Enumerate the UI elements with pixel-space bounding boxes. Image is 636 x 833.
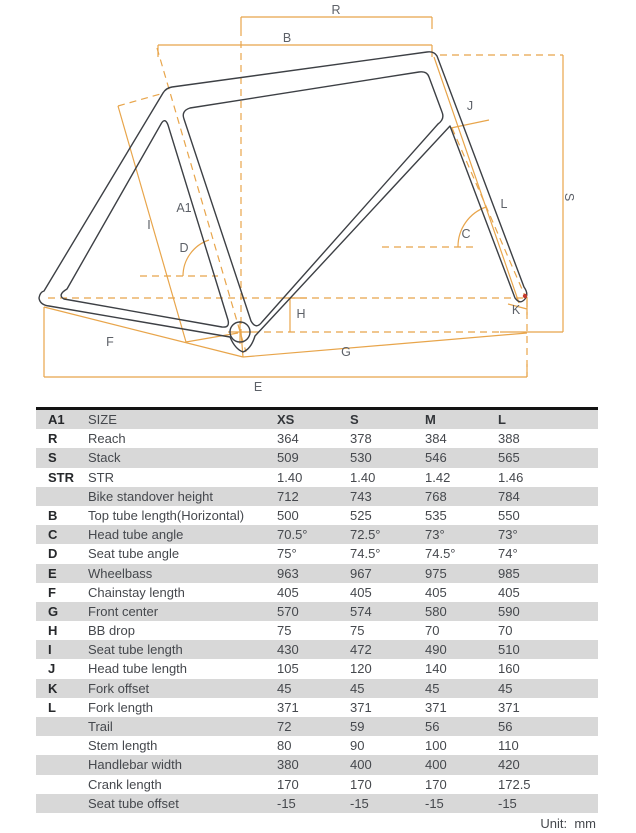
dim-label-seat-tube: I — [147, 218, 151, 232]
geometry-table — [36, 407, 598, 831]
row-value: 1.42 — [425, 469, 451, 485]
row-value: 170 — [277, 776, 299, 792]
row-value: 1.40 — [350, 469, 376, 485]
row-label: Seat tube offset — [88, 795, 179, 811]
row-value: 74.5° — [425, 546, 456, 562]
row-value: 45 — [277, 680, 292, 696]
row-label: Head tube length — [88, 661, 188, 677]
row-value: 574 — [350, 603, 372, 619]
row-value: 784 — [498, 488, 520, 504]
row-value: 1.40 — [277, 469, 303, 485]
dim-label-seat-angle: D — [179, 241, 189, 255]
dim-label-reach: R — [331, 3, 341, 17]
row-label: Fork offset — [88, 680, 150, 696]
row-value: 509 — [277, 450, 299, 466]
table-row — [36, 602, 598, 621]
row-value: 72.5° — [350, 527, 381, 543]
row-key: I — [48, 642, 52, 658]
header-cell-a1: A1 — [48, 412, 65, 427]
header-cell-xs: XS — [277, 412, 295, 427]
row-value: 364 — [277, 431, 299, 447]
table-header-row — [36, 410, 598, 429]
row-label: Stack — [88, 450, 121, 466]
row-key: L — [48, 699, 56, 715]
table-row — [36, 525, 598, 544]
row-key: STR — [48, 469, 74, 485]
row-value: 384 — [425, 431, 447, 447]
table-row — [36, 755, 598, 774]
dim-label-size-a1: A1 — [176, 201, 192, 215]
row-value: 75° — [277, 546, 297, 562]
row-value: 967 — [350, 565, 372, 581]
row-key: H — [48, 623, 58, 639]
row-label: Head tube angle — [88, 527, 184, 543]
row-value: 72 — [277, 719, 292, 734]
unit-note: Unit: mm — [540, 815, 596, 831]
row-value: 405 — [498, 584, 520, 600]
row-value: 75 — [350, 623, 365, 639]
row-value: -15 — [425, 795, 444, 811]
bike-geometry-diagram — [0, 0, 636, 405]
row-value: 546 — [425, 450, 447, 466]
dim-label-bb-drop: H — [296, 307, 306, 321]
row-key: B — [48, 507, 58, 523]
table-row — [36, 794, 598, 813]
row-key: E — [48, 565, 57, 581]
row-value: 420 — [498, 757, 520, 773]
row-value: 975 — [425, 565, 447, 581]
header-cell-s: S — [350, 412, 359, 427]
table-row — [36, 487, 598, 506]
table-row — [36, 564, 598, 583]
row-label: BB drop — [88, 623, 135, 639]
row-value: 110 — [498, 738, 519, 754]
row-value: 768 — [425, 488, 447, 504]
row-value: 140 — [425, 661, 447, 677]
row-value: 590 — [498, 603, 520, 619]
row-value: 70 — [498, 623, 513, 639]
row-key: R — [48, 431, 58, 447]
table-row — [36, 775, 598, 794]
row-label: Front center — [88, 603, 159, 619]
row-value: 500 — [277, 507, 299, 523]
dim-label-fork-offset: K — [511, 303, 521, 317]
row-value: 525 — [350, 507, 372, 523]
row-value: 985 — [498, 565, 520, 581]
dim-label-fork-length: L — [500, 197, 508, 211]
row-value: 100 — [425, 738, 447, 754]
front-triangle-inner — [183, 72, 443, 326]
row-value: 73° — [425, 527, 445, 543]
table-row — [36, 698, 598, 717]
header-cell-size: SIZE — [88, 412, 117, 427]
row-value: 490 — [425, 642, 447, 658]
row-value: 160 — [498, 661, 520, 677]
row-value: 388 — [498, 431, 520, 447]
row-value: 565 — [498, 450, 520, 466]
row-value: 70 — [425, 623, 440, 639]
row-label: Handlebar width — [88, 757, 182, 773]
row-key: F — [48, 584, 56, 600]
row-value: 80 — [277, 738, 292, 754]
row-label: Chainstay length — [88, 584, 185, 600]
row-value: 405 — [425, 584, 447, 600]
row-value: 45 — [498, 680, 513, 696]
row-label: Seat tube angle — [88, 546, 180, 562]
row-value: -15 — [277, 795, 296, 811]
row-value: 371 — [277, 699, 299, 715]
row-value: 371 — [425, 699, 447, 715]
table-row — [36, 717, 598, 736]
row-value: 45 — [350, 680, 365, 696]
rear-triangle-inner — [61, 121, 228, 327]
angle-arcs — [183, 207, 486, 276]
header-cell-m: M — [425, 412, 436, 427]
front-axle-dot — [523, 294, 527, 298]
row-label: Wheelbass — [88, 565, 153, 581]
row-value: 45 — [425, 680, 440, 696]
header-cell-l: L — [498, 412, 506, 427]
row-value: 380 — [277, 757, 299, 773]
row-value: 74° — [498, 546, 518, 562]
row-value: 70.5° — [277, 527, 308, 543]
dim-label-wheelbase: E — [253, 380, 263, 394]
row-value: 90 — [350, 738, 365, 754]
row-key: G — [48, 603, 59, 619]
row-label: Trail — [88, 719, 113, 734]
table-row — [36, 679, 598, 698]
row-value: 170 — [350, 776, 372, 792]
table-row — [36, 640, 598, 659]
dimension-lines-dashed — [48, 29, 563, 377]
table-row — [36, 506, 598, 525]
table-row — [36, 621, 598, 640]
row-value: 550 — [498, 507, 520, 523]
row-label: Seat tube length — [88, 642, 183, 658]
table-row — [36, 583, 598, 602]
row-label: Top tube length(Horizontal) — [88, 507, 245, 523]
row-value: 73° — [498, 527, 518, 543]
dim-label-front-center: G — [341, 345, 351, 359]
row-value: 120 — [350, 661, 372, 677]
row-value: 56 — [498, 719, 513, 734]
row-label: STR — [88, 469, 114, 485]
row-label: Reach — [88, 431, 126, 447]
row-value: 530 — [350, 450, 372, 466]
row-value: 472 — [350, 642, 372, 658]
table-row — [36, 448, 598, 467]
row-label: Stem length — [88, 738, 158, 754]
row-value: 378 — [350, 431, 372, 447]
row-value: 430 — [277, 642, 299, 658]
table-row — [36, 659, 598, 678]
row-value: 510 — [498, 642, 520, 658]
row-value: 405 — [277, 584, 299, 600]
row-value: 371 — [498, 699, 520, 715]
row-value: 371 — [350, 699, 372, 715]
row-key: C — [48, 527, 58, 543]
row-value: -15 — [350, 795, 369, 811]
dim-label-head-angle: C — [461, 227, 471, 241]
row-value: 743 — [350, 488, 372, 504]
dim-label-top-tube: B — [282, 31, 292, 45]
row-value: 580 — [425, 603, 447, 619]
row-value: 400 — [350, 757, 372, 773]
dim-label-head-tube: J — [466, 99, 474, 113]
row-key: S — [48, 450, 57, 466]
row-value: 1.46 — [498, 469, 524, 485]
row-key: K — [48, 680, 58, 696]
row-key: D — [48, 546, 58, 562]
row-value: 405 — [350, 584, 372, 600]
row-value: 105 — [277, 661, 299, 677]
dim-label-stack: S — [562, 192, 576, 202]
table-row — [36, 544, 598, 563]
row-label: Crank length — [88, 776, 162, 792]
geometry-table-body — [36, 429, 598, 813]
row-key: J — [48, 661, 56, 677]
row-value: 712 — [277, 488, 299, 504]
dimension-lines-solid — [44, 17, 563, 377]
row-label: Bike standover height — [88, 488, 214, 504]
row-label: Fork length — [88, 699, 154, 715]
row-value: 570 — [277, 603, 299, 619]
row-value: 172.5 — [498, 776, 531, 792]
row-value: 74.5° — [350, 546, 381, 562]
row-value: 400 — [425, 757, 447, 773]
row-value: 59 — [350, 719, 365, 734]
table-row — [36, 468, 598, 487]
row-value: 170 — [425, 776, 447, 792]
table-row — [36, 736, 598, 755]
row-value: 75 — [277, 623, 292, 639]
row-value: -15 — [498, 795, 517, 811]
bike-frame-outline — [39, 52, 527, 352]
table-row — [36, 429, 598, 448]
row-value: 535 — [425, 507, 447, 523]
row-value: 963 — [277, 565, 299, 581]
row-value: 56 — [425, 719, 440, 734]
dim-label-chainstay: F — [106, 335, 114, 349]
